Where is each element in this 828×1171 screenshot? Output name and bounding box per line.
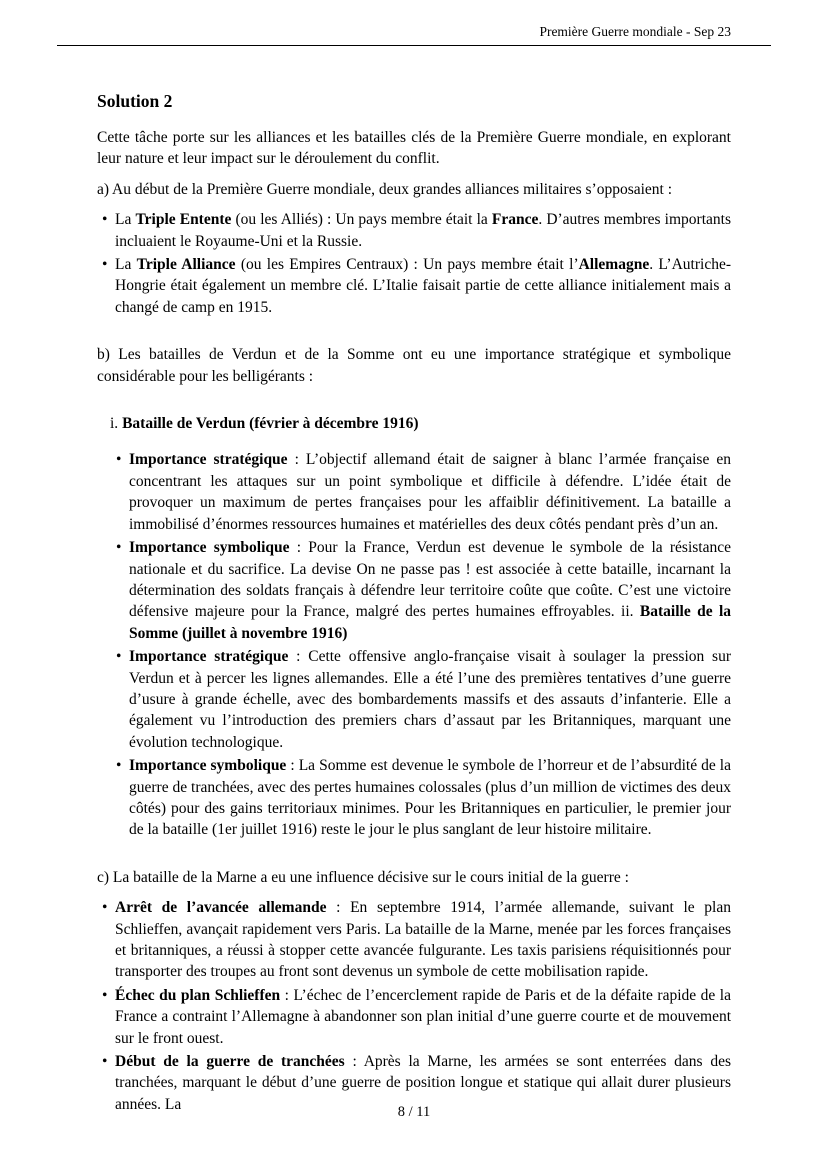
bold-text: Triple Alliance	[136, 256, 236, 274]
body-text: (ou les Alliés) : Un pays membre était la	[231, 211, 492, 229]
body-text: : Pour la France, Verdun est devenue le symbole de la résistance nationale et du sacrifice. La devise On ne passe pas ! est associée à cette bataille, incarnant la détermination des soldats français à défendre leur territoire coûte que coûte. C’est une victoire défensive majeure pour la France, malgré des pertes humaines effroyables. ii.	[129, 539, 731, 621]
bullet-list	[97, 897, 731, 1115]
list-item	[111, 755, 731, 841]
body-text: i.	[110, 415, 123, 433]
bold-text: Bataille de Verdun (février à décembre 1916)	[122, 415, 419, 433]
body-text: : Cette offensive anglo-française visait à soulager la pression sur Verdun et à percer les lignes allemandes. Elle a été l’une des premières tentatives d’une guerre d’usure à grande échelle, avec des bombardements massifs et des assauts d’infanterie. Elle a également vu l’introduction des premiers chars d’assaut par les Britanniques, marquant une évolution technologique.	[129, 648, 731, 751]
paragraph	[97, 344, 731, 387]
running-header: Première Guerre mondiale - Sep 23	[539, 24, 731, 39]
header-rule	[57, 45, 771, 46]
body-text: Cette tâche porte sur les alliances et les batailles clés de la Première Guerre mondiale, en explorant leur nature et leur impact sur le déroulement du conflit.	[97, 129, 731, 168]
bold-text: Échec du plan Schlieffen	[115, 986, 281, 1004]
body-text: : Après la Marne, les armées se sont enterrées dans des tranchées, marquant le début d’une guerre de position longue et statique qui allait durer plusieurs années. La	[115, 1053, 732, 1113]
body-text: c) La bataille de la Marne a eu une influence décisive sur le cours initial de la guerre :	[97, 868, 629, 886]
list-item	[97, 985, 731, 1049]
body-text: . L’Autriche-Hongrie était également un membre clé. L’Italie faisait partie de cette alliance initialement mais a changé de camp en 1915.	[115, 256, 731, 316]
bold-text: Début de la guerre de tranchées	[115, 1053, 345, 1071]
body-text: . D’autres membres importants incluaient le Royaume-Uni et la Russie.	[115, 211, 731, 250]
page-title: Solution 2	[97, 91, 173, 111]
bold-text: Triple Entente	[135, 211, 232, 229]
bold-text: Importance stratégique	[129, 451, 288, 469]
document-content	[97, 127, 731, 1115]
bold-text: Arrêt de l’avancée allemande	[115, 899, 327, 917]
body-text: (ou les Empires Centraux) : Un pays membre était l’	[235, 256, 579, 274]
bullet-list	[111, 449, 731, 840]
body-text: La	[115, 211, 136, 229]
body-text: a) Au début de la Première Guerre mondiale, deux grandes alliances militaires s’opposaient :	[97, 180, 673, 198]
body-text: : La Somme est devenue le symbole de l’horreur et de l’absurdité de la guerre de tranchées, avec des pertes humaines colossales (plus d’un million de victimes des deux côtés) pour des gains territoriaux minimes. Pour les Britanniques en particulier, le premier jour de la bataille (1er juillet 1916) reste le jour le plus sanglant de leur histoire militaire.	[129, 757, 731, 839]
body-text: : En septembre 1914, l’armée allemande, suivant le plan Schlieffen, avançait rapidement vers Paris. La bataille de la Marne, menée par les forces françaises et britanniques, a réussi à stopper cette avancée fulgurante. Les taxis parisiens réquisitionnés pour transporter des troupes au front sont devenus un symbole de cette mobilisation rapide.	[115, 899, 731, 981]
list-item	[97, 897, 731, 983]
list-item	[111, 537, 731, 644]
list-item	[97, 209, 731, 252]
body-text: La	[115, 256, 137, 274]
list-item	[97, 254, 731, 318]
bold-text: Importance symbolique	[129, 539, 290, 557]
bold-text: Importance symbolique	[129, 757, 287, 775]
bold-text: Allemagne	[578, 256, 650, 274]
list-item	[111, 646, 731, 753]
bold-text: France	[491, 211, 539, 229]
paragraph	[97, 413, 731, 434]
body-text: b) Les batailles de Verdun et de la Somme ont eu une importance stratégique et symbolique considérable pour les belligérants :	[97, 346, 731, 385]
paragraph	[97, 867, 731, 888]
bullet-list	[97, 209, 731, 318]
paragraph	[97, 127, 731, 170]
body-text: : L’échec de l’encerclement rapide de Paris et de la défaite rapide de la France a contraint l’Allemagne à abandonner son plan initial d’une guerre courte et de mouvement sur le front ouest.	[115, 986, 731, 1047]
bold-text: Bataille de la Somme (juillet à novembre 1916)	[129, 603, 731, 642]
list-item	[111, 449, 731, 535]
page-number: 8 / 11	[397, 1104, 431, 1120]
paragraph	[97, 179, 731, 200]
body-text: : L’objectif allemand était de saigner à blanc l’armée française en concentrant les attaques sur un point symbolique et difficile à défendre. L’idée était de provoquer un maximum de pertes françaises pour les affaiblir définitivement. La bataille a immobilisé d’énormes ressources humaines et matérielles des deux côtés pendant près d’un an.	[129, 451, 731, 533]
bold-text: Importance stratégique	[129, 648, 289, 666]
